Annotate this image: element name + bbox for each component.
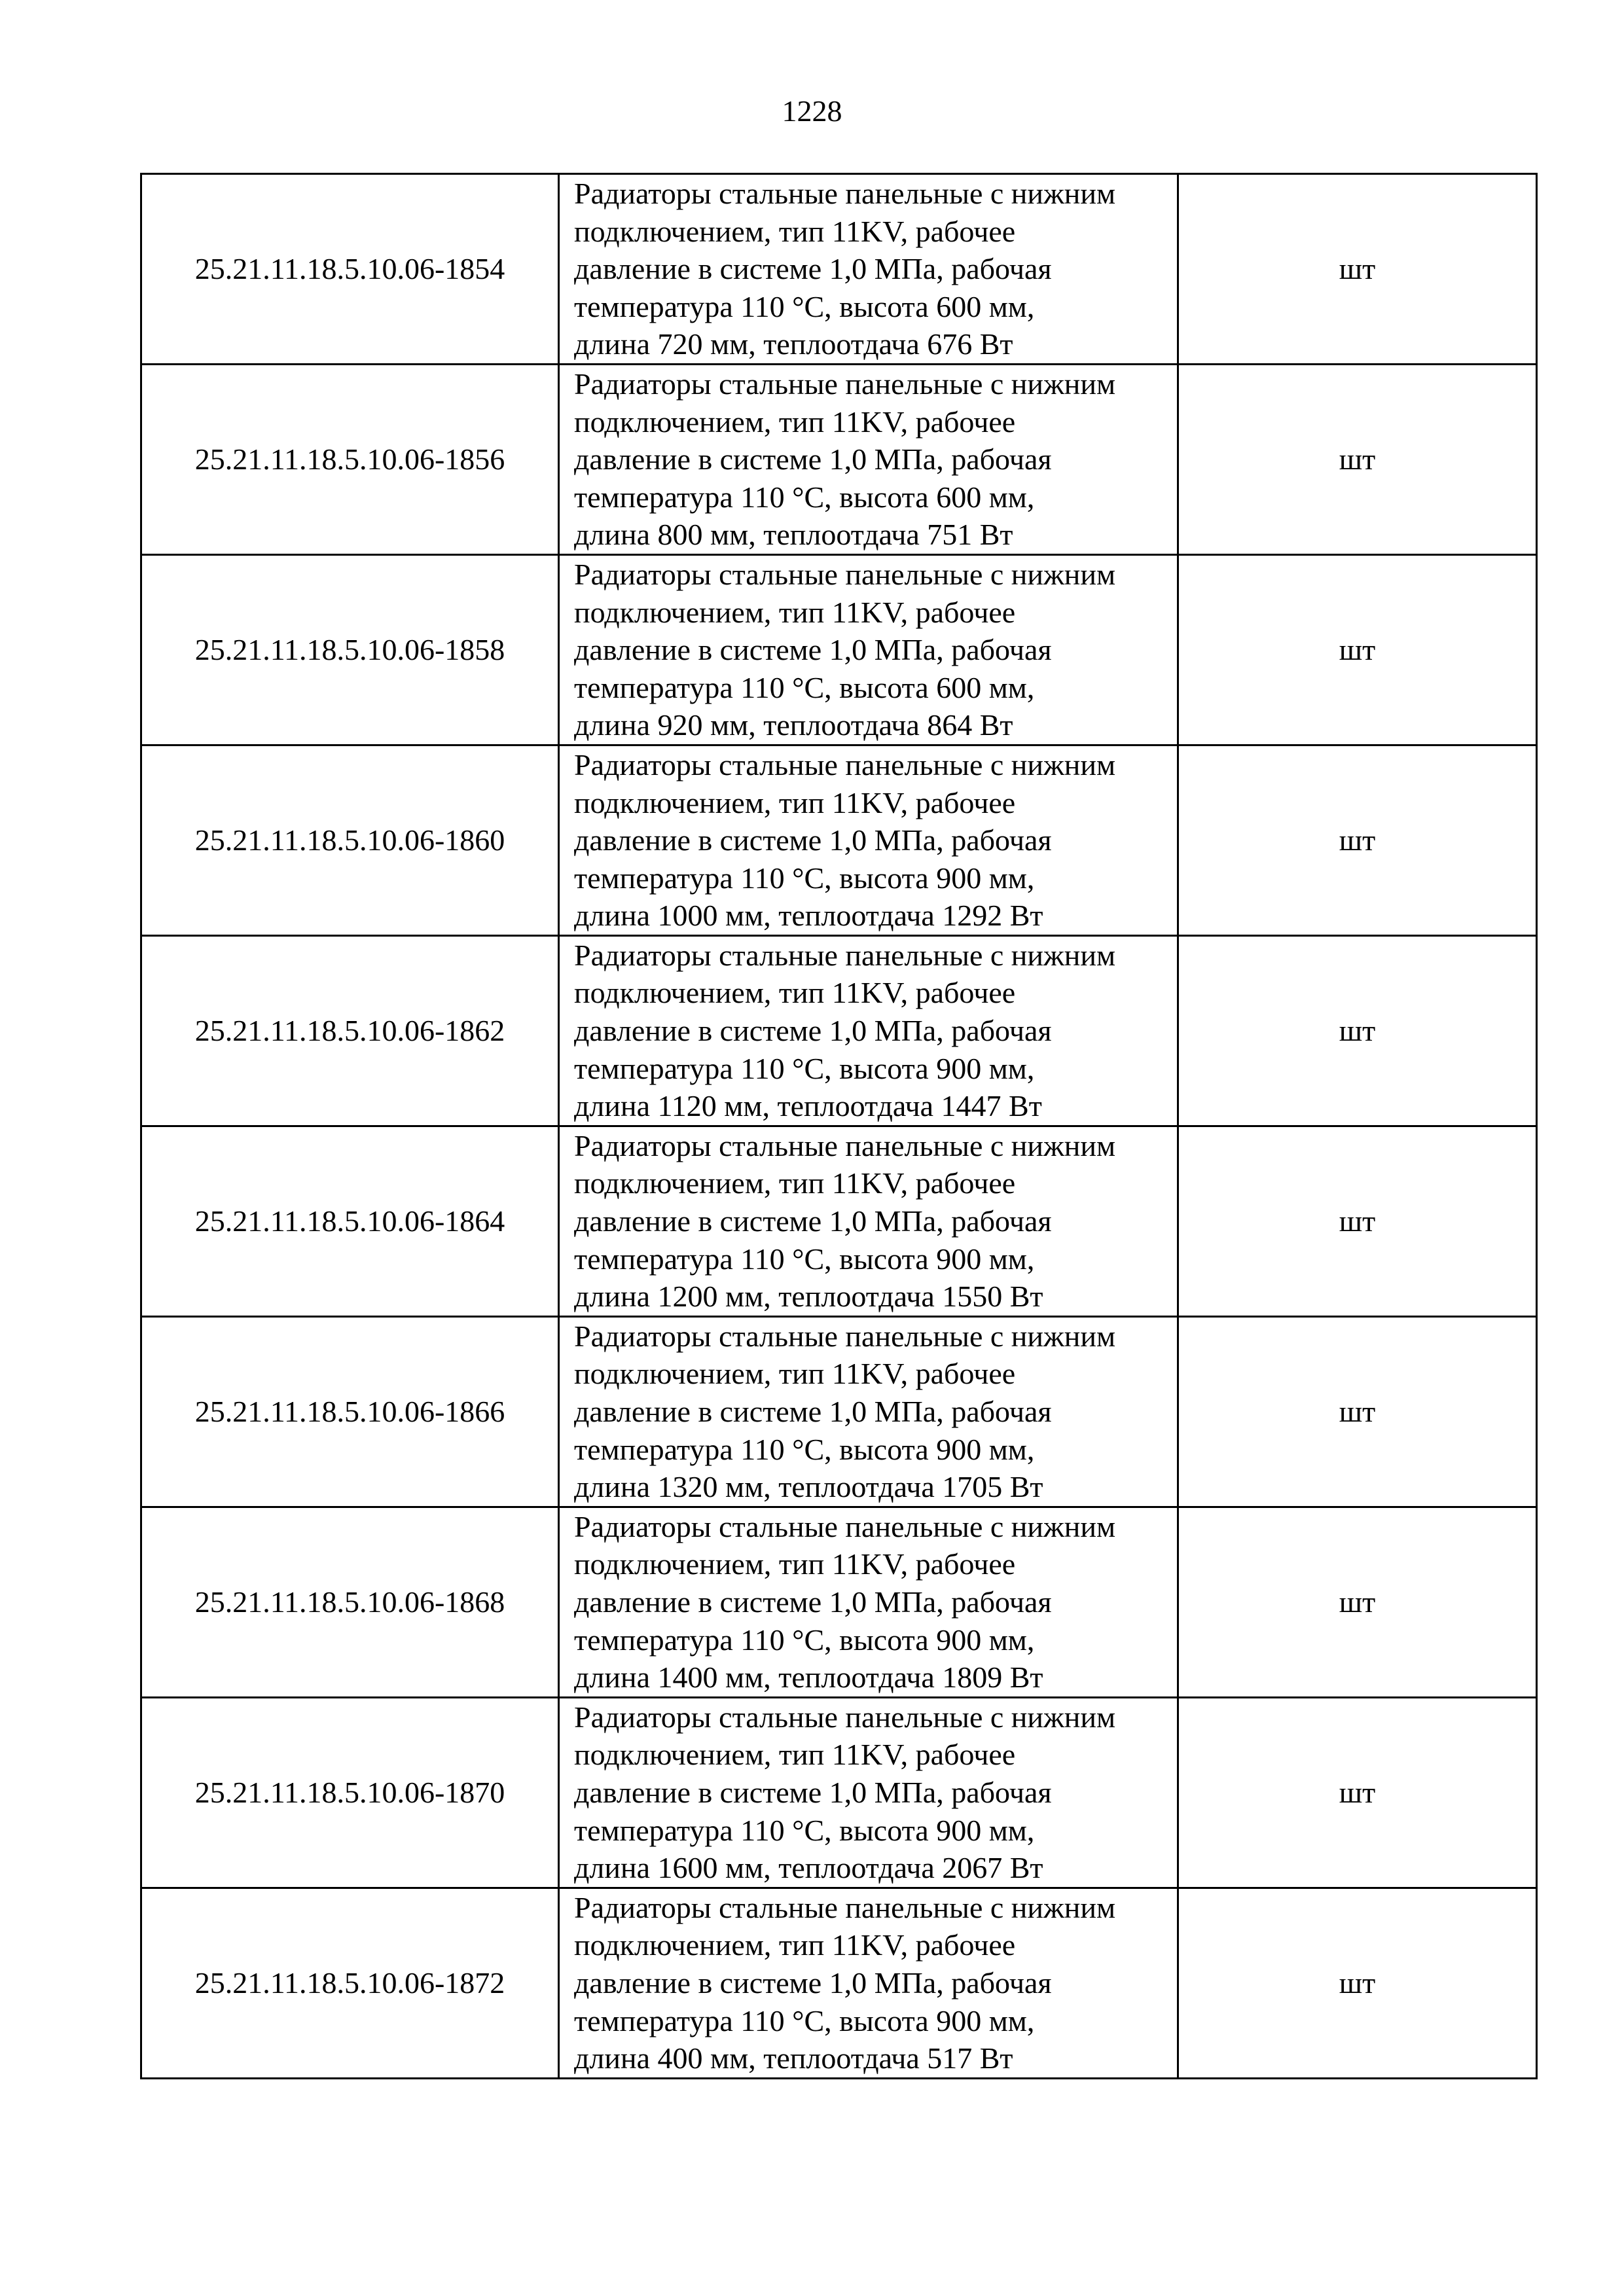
description-line: температура 110 °С, высота 900 мм, <box>574 2003 1035 2037</box>
description-line: Радиаторы стальные панельные с нижним <box>574 1700 1116 1734</box>
description-line: давление в системе 1,0 МПа, рабочая <box>574 633 1052 667</box>
description-line: подключением, тип 11KV, рабочее <box>574 976 1016 1010</box>
description-line: Радиаторы стальные панельные с нижним <box>574 938 1116 972</box>
description-line: давление в системе 1,0 МПа, рабочая <box>574 1014 1052 1048</box>
table-row <box>141 1507 1537 1697</box>
description-line: Радиаторы стальные панельные с нижним <box>574 747 1116 781</box>
description-line: подключением, тип 11KV, рабочее <box>574 214 1016 248</box>
table-row <box>141 364 1537 554</box>
description-line: подключением, тип 11KV, рабочее <box>574 1166 1016 1200</box>
description-line: подключением, тип 11KV, рабочее <box>574 1928 1016 1962</box>
resource-unit: шт <box>1178 1697 1537 1888</box>
description-line: Радиаторы стальные панельные с нижним <box>574 1509 1116 1543</box>
description-line: длина 1600 мм, теплоотдача 2067 Вт <box>574 1851 1043 1885</box>
table-row <box>141 935 1537 1126</box>
description-line: температура 110 °С, высота 900 мм, <box>574 1432 1035 1466</box>
resource-table <box>140 173 1538 2079</box>
table-body <box>141 174 1537 2079</box>
description-line: подключением, тип 11KV, рабочее <box>574 404 1016 439</box>
resource-description <box>559 1316 1178 1507</box>
resource-code: 25.21.11.18.5.10.06-1872 <box>141 1888 559 2078</box>
resource-code: 25.21.11.18.5.10.06-1860 <box>141 745 559 935</box>
resource-description <box>559 364 1178 554</box>
description-line: давление в системе 1,0 МПа, рабочая <box>574 252 1052 286</box>
description-line: Радиаторы стальные панельные с нижним <box>574 1128 1116 1162</box>
resource-description <box>559 1126 1178 1316</box>
resource-unit: шт <box>1178 1316 1537 1507</box>
description-line: давление в системе 1,0 МПа, рабочая <box>574 1585 1052 1619</box>
description-line: длина 1120 мм, теплоотдача 1447 Вт <box>574 1089 1042 1123</box>
resource-unit: шт <box>1178 745 1537 935</box>
resource-description <box>559 1888 1178 2078</box>
resource-code: 25.21.11.18.5.10.06-1870 <box>141 1697 559 1888</box>
resource-code: 25.21.11.18.5.10.06-1866 <box>141 1316 559 1507</box>
description-line: длина 1200 мм, теплоотдача 1550 Вт <box>574 1280 1043 1314</box>
description-line: температура 110 °С, высота 900 мм, <box>574 1242 1035 1276</box>
table-row <box>141 174 1537 365</box>
resource-unit: шт <box>1178 174 1537 365</box>
description-line: подключением, тип 11KV, рабочее <box>574 1547 1016 1581</box>
description-line: давление в системе 1,0 МПа, рабочая <box>574 1775 1052 1809</box>
resource-code: 25.21.11.18.5.10.06-1868 <box>141 1507 559 1697</box>
resource-code: 25.21.11.18.5.10.06-1856 <box>141 364 559 554</box>
description-line: температура 110 °С, высота 900 мм, <box>574 1623 1035 1657</box>
resource-unit: шт <box>1178 1507 1537 1697</box>
description-line: подключением, тип 11KV, рабочее <box>574 1738 1016 1772</box>
description-line: температура 110 °С, высота 600 мм, <box>574 289 1035 323</box>
description-line: давление в системе 1,0 МПа, рабочая <box>574 1965 1052 2000</box>
resource-unit: шт <box>1178 554 1537 745</box>
resource-unit: шт <box>1178 1126 1537 1316</box>
page-number: 1228 <box>782 94 842 128</box>
description-line: длина 920 мм, теплоотдача 864 Вт <box>574 708 1013 742</box>
resource-unit: шт <box>1178 1888 1537 2078</box>
description-line: температура 110 °С, высота 900 мм, <box>574 1051 1035 1085</box>
resource-description <box>559 745 1178 935</box>
table-row <box>141 1888 1537 2078</box>
resource-code: 25.21.11.18.5.10.06-1862 <box>141 935 559 1126</box>
description-line: длина 1000 мм, теплоотдача 1292 Вт <box>574 899 1043 933</box>
table-row <box>141 1316 1537 1507</box>
table-row <box>141 745 1537 935</box>
description-line: длина 1320 мм, теплоотдача 1705 Вт <box>574 1470 1043 1504</box>
description-line: температура 110 °С, высота 600 мм, <box>574 670 1035 704</box>
description-line: Радиаторы стальные панельные с нижним <box>574 557 1116 591</box>
description-line: температура 110 °С, высота 600 мм, <box>574 480 1035 514</box>
description-line: подключением, тип 11KV, рабочее <box>574 595 1016 629</box>
description-line: подключением, тип 11KV, рабочее <box>574 1357 1016 1391</box>
resource-code: 25.21.11.18.5.10.06-1854 <box>141 174 559 365</box>
description-line: Радиаторы стальные панельные с нижним <box>574 1319 1116 1353</box>
table-row <box>141 554 1537 745</box>
resource-unit: шт <box>1178 935 1537 1126</box>
description-line: температура 110 °С, высота 900 мм, <box>574 1813 1035 1847</box>
description-line: температура 110 °С, высота 900 мм, <box>574 861 1035 895</box>
description-line: длина 400 мм, теплоотдача 517 Вт <box>574 2041 1013 2075</box>
description-line: давление в системе 1,0 МПа, рабочая <box>574 823 1052 857</box>
resource-code: 25.21.11.18.5.10.06-1864 <box>141 1126 559 1316</box>
description-line: длина 1400 мм, теплоотдача 1809 Вт <box>574 1660 1043 1695</box>
description-line: Радиаторы стальные панельные с нижним <box>574 1890 1116 1924</box>
resource-description <box>559 1697 1178 1888</box>
description-line: Радиаторы стальные панельные с нижним <box>574 367 1116 401</box>
description-line: Радиаторы стальные панельные с нижним <box>574 177 1116 210</box>
resource-description <box>559 1507 1178 1697</box>
resource-description <box>559 174 1178 365</box>
description-line: давление в системе 1,0 МПа, рабочая <box>574 442 1052 476</box>
description-line: длина 800 мм, теплоотдача 751 Вт <box>574 518 1013 552</box>
resource-description <box>559 554 1178 745</box>
description-line: давление в системе 1,0 МПа, рабочая <box>574 1204 1052 1238</box>
table-row <box>141 1697 1537 1888</box>
description-line: длина 720 мм, теплоотдача 676 Вт <box>574 327 1013 361</box>
resource-description <box>559 935 1178 1126</box>
description-line: давление в системе 1,0 МПа, рабочая <box>574 1395 1052 1428</box>
resource-code: 25.21.11.18.5.10.06-1858 <box>141 554 559 745</box>
resource-unit: шт <box>1178 364 1537 554</box>
table-row <box>141 1126 1537 1316</box>
description-line: подключением, тип 11KV, рабочее <box>574 785 1016 819</box>
